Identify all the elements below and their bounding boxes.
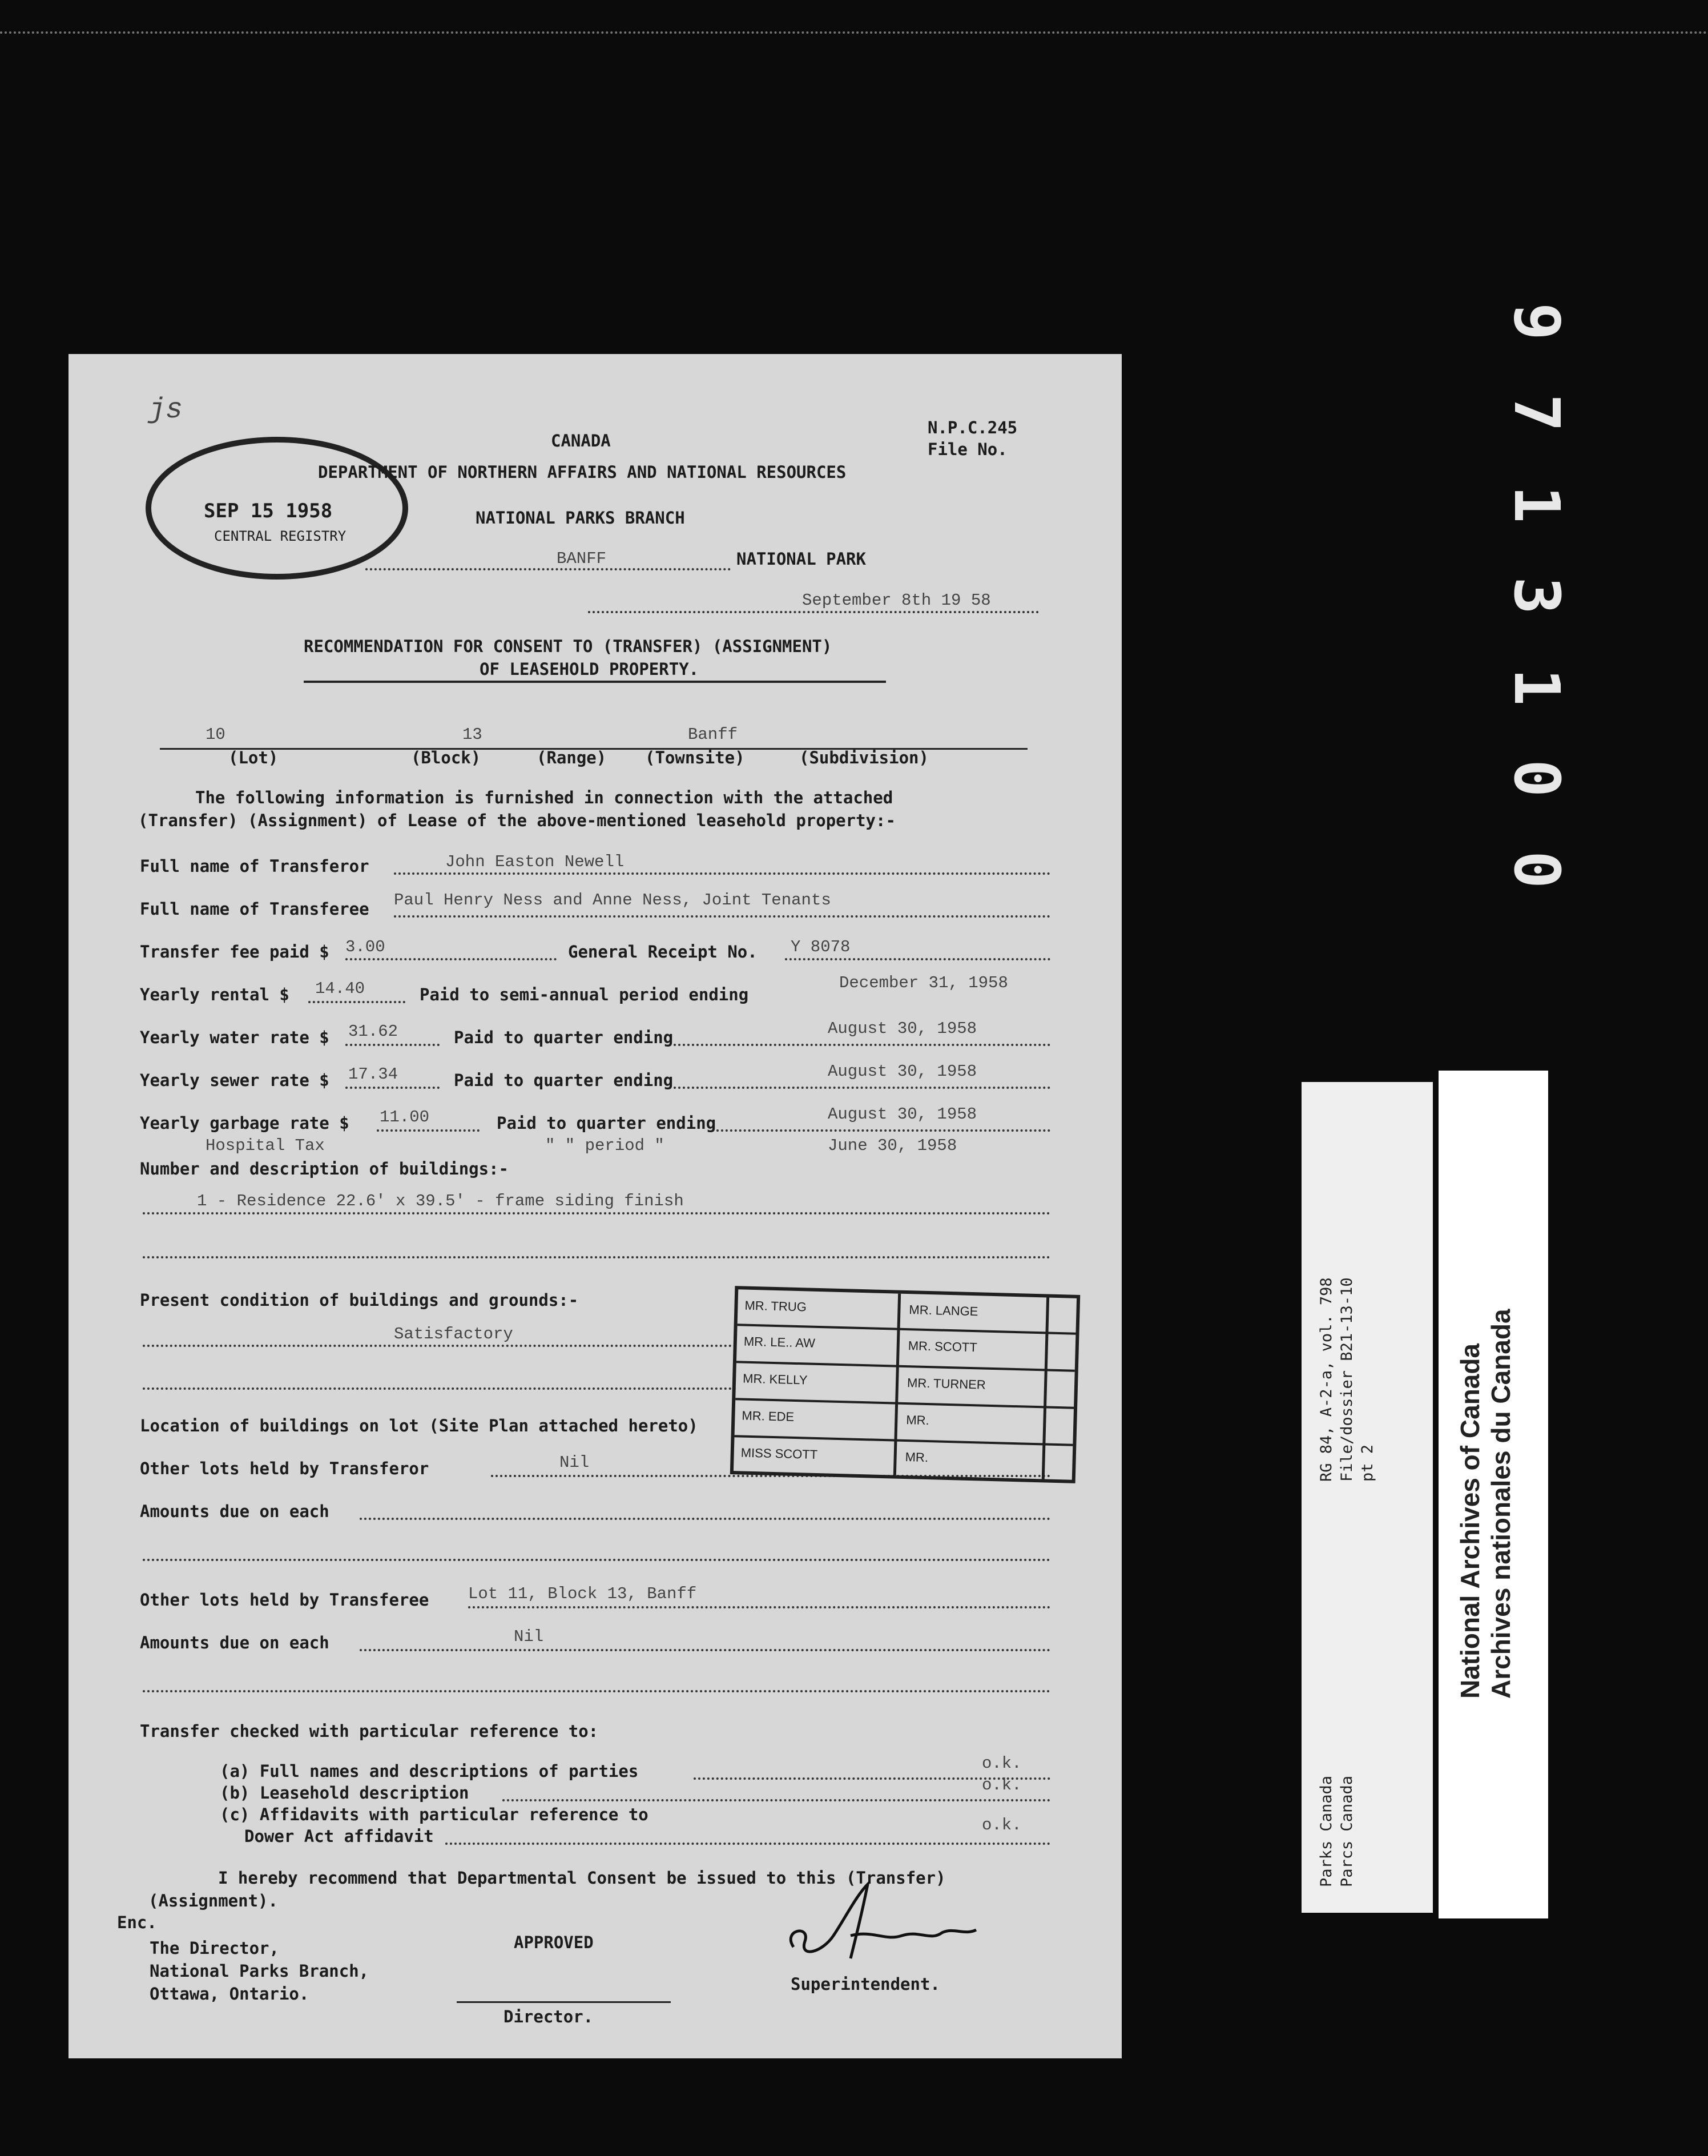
intro-line1: The following information is furnished in connection with the attached [195, 788, 893, 807]
recommend-line2: (Assignment). [148, 1891, 278, 1910]
hospital-label: Hospital Tax [206, 1136, 325, 1155]
park-suffix: NATIONAL PARK [736, 549, 866, 569]
address-line2: National Parks Branch, [150, 1961, 369, 1981]
reel-digit: 0 [1500, 851, 1573, 889]
agency-en: Parks Canada [1318, 1775, 1335, 1887]
sewer-paid-label: Paid to quarter ending [454, 1071, 674, 1090]
archives-canada-label [1439, 1071, 1548, 1918]
reel-digit: 3 [1500, 577, 1573, 615]
amounts-due-label: Amounts due on each [140, 1502, 329, 1521]
subdivision-label: (Subdivision) [799, 748, 929, 767]
approved-label: APPROVED [514, 1933, 594, 1952]
water-value: 31.62 [348, 1022, 398, 1041]
stamp-date: SEP 15 1958 [204, 500, 333, 522]
received-stamp [146, 437, 408, 580]
archive-reference-label [1302, 1082, 1433, 1913]
location-label: Location of buildings on lot (Site Plan attached hereto) [140, 1416, 698, 1435]
receipt-label: General Receipt No. [568, 942, 758, 962]
agency-fr: Parcs Canada [1338, 1775, 1356, 1887]
archive-part: pt 2 [1359, 1444, 1376, 1482]
buildings-value: 1 - Residence 22.6' x 39.5' - frame siding finish [197, 1192, 684, 1210]
check-a-label: (a) Full names and descriptions of parties [220, 1761, 639, 1781]
condition-label: Present condition of buildings and grounds:- [140, 1290, 579, 1310]
reel-digit: 1 [1500, 668, 1573, 706]
header-department: DEPARTMENT OF NORTHERN AFFAIRS AND NATIONAL RESOURCES [318, 462, 847, 482]
sewer-value: 17.34 [348, 1065, 398, 1084]
transfer-fee-label: Transfer fee paid $ [140, 942, 329, 962]
condition-value: Satisfactory [394, 1325, 513, 1344]
archives-en: National Archives of Canada [1455, 1343, 1485, 1699]
reel-digit: 7 [1500, 394, 1573, 432]
amounts-due-value-2: Nil [514, 1627, 544, 1646]
transfer-fee-value: 3.00 [345, 938, 385, 956]
check-c-value: o.k. [982, 1816, 1022, 1835]
reel-number [1500, 274, 1573, 889]
title-line1: RECOMMENDATION FOR CONSENT TO (TRANSFER) (ASSIGNMENT) [304, 637, 832, 656]
header-country: CANADA [551, 431, 611, 450]
form-number: N.P.C.245 [928, 418, 1018, 437]
routing-left-5: MISS SCOTT [740, 1445, 818, 1462]
transferee-label: Full name of Transferee [140, 899, 369, 919]
check-b-value: o.k. [982, 1776, 1022, 1795]
transferor-lots-label: Other lots held by Transferor [140, 1459, 429, 1478]
checked-label: Transfer checked with particular reference to: [140, 1721, 599, 1741]
check-b-label: (b) Leasehold description [220, 1783, 469, 1803]
rental-paid-label: Paid to semi-annual period ending [420, 985, 749, 1004]
check-a-value: o.k. [982, 1754, 1022, 1773]
townsite-value: Banff [688, 725, 738, 744]
recommend-line1: I hereby recommend that Departmental Consent be issued to this (Transfer) [218, 1868, 946, 1888]
water-paid-value: August 30, 1958 [828, 1019, 977, 1038]
yearly-rental-value: 14.40 [315, 979, 365, 998]
routing-right-1: MR. LANGE [909, 1302, 978, 1319]
sewer-label: Yearly sewer rate $ [140, 1071, 329, 1090]
routing-left-3: MR. KELLY [742, 1371, 808, 1387]
routing-right-5: MR. [905, 1450, 929, 1465]
routing-right-4: MR. [906, 1413, 930, 1428]
buildings-label: Number and description of buildings:- [140, 1159, 509, 1178]
title-line2: OF LEASEHOLD PROPERTY. [480, 659, 699, 679]
routing-slip [730, 1286, 1080, 1483]
garbage-label: Yearly garbage rate $ [140, 1113, 349, 1133]
address-line1: The Director, [150, 1938, 279, 1958]
reel-digit: 9 [1500, 303, 1573, 341]
yearly-rental-label: Yearly rental $ [140, 985, 289, 1004]
townsite-label: (Townsite) [645, 748, 745, 767]
reel-digit: 0 [1500, 759, 1573, 798]
archives-fr: Archives nationales du Canada [1486, 1309, 1516, 1699]
routing-right-3: MR. TURNER [907, 1375, 986, 1392]
block-label: (Block) [411, 748, 481, 767]
receipt-value: Y 8078 [791, 938, 851, 956]
document-page [69, 354, 1122, 2058]
garbage-value: 11.00 [380, 1108, 430, 1127]
address-line3: Ottawa, Ontario. [150, 1984, 309, 2004]
archive-reference: RG 84, A-2-a, vol. 798 [1318, 1277, 1335, 1482]
stamp-line: CENTRAL REGISTRY [214, 528, 347, 544]
garbage-paid-value: August 30, 1958 [828, 1105, 977, 1124]
routing-left-1: MR. TRUG [744, 1298, 807, 1314]
file-no-label: File No. [928, 440, 1008, 459]
director-label: Director. [503, 2007, 594, 2026]
check-c-sub-label: Dower Act affidavit [244, 1827, 434, 1846]
routing-left-2: MR. LE.. AW [743, 1334, 816, 1350]
block-value: 13 [462, 725, 482, 744]
reel-digit: 1 [1500, 485, 1573, 524]
transferee-lots-label: Other lots held by Transferee [140, 1590, 429, 1610]
hospital-period-label: " " period " [545, 1136, 664, 1155]
routing-right-2: MR. SCOTT [908, 1338, 978, 1355]
lot-value: 10 [206, 725, 225, 744]
intro-line2: (Transfer) (Assignment) of Lease of the above-mentioned leasehold property:- [138, 811, 896, 830]
transferor-lots-value: Nil [559, 1453, 590, 1472]
water-paid-label: Paid to quarter ending [454, 1028, 674, 1047]
lot-label: (Lot) [228, 748, 279, 767]
film-edge [0, 31, 1708, 39]
rental-paid-value: December 31, 1958 [839, 974, 1008, 992]
superintendent-label: Superintendent. [791, 1974, 940, 1994]
enclosure: Enc. [117, 1913, 157, 1932]
superintendent-signature [771, 1873, 988, 1981]
garbage-paid-label: Paid to quarter ending [497, 1113, 716, 1133]
transferor-label: Full name of Transferor [140, 856, 369, 876]
routing-left-4: MR. EDE [742, 1408, 795, 1424]
document-date: September 8th 19 58 [802, 591, 991, 610]
water-label: Yearly water rate $ [140, 1028, 329, 1047]
transferor-value: John Easton Newell [445, 852, 625, 871]
park-name: BANFF [557, 549, 607, 568]
amounts-due-label-2: Amounts due on each [140, 1633, 329, 1652]
transferee-value: Paul Henry Ness and Anne Ness, Joint Tenants [394, 891, 831, 910]
transferee-lots-value: Lot 11, Block 13, Banff [468, 1584, 697, 1603]
sewer-paid-value: August 30, 1958 [828, 1062, 977, 1081]
initials: js [148, 394, 183, 427]
archive-file: File/dossier B21-13-10 [1338, 1277, 1356, 1482]
check-c-label: (c) Affidavits with particular reference to [220, 1805, 648, 1824]
header-branch: NATIONAL PARKS BRANCH [476, 508, 685, 528]
hospital-paid-value: June 30, 1958 [828, 1136, 957, 1155]
range-label: (Range) [537, 748, 607, 767]
